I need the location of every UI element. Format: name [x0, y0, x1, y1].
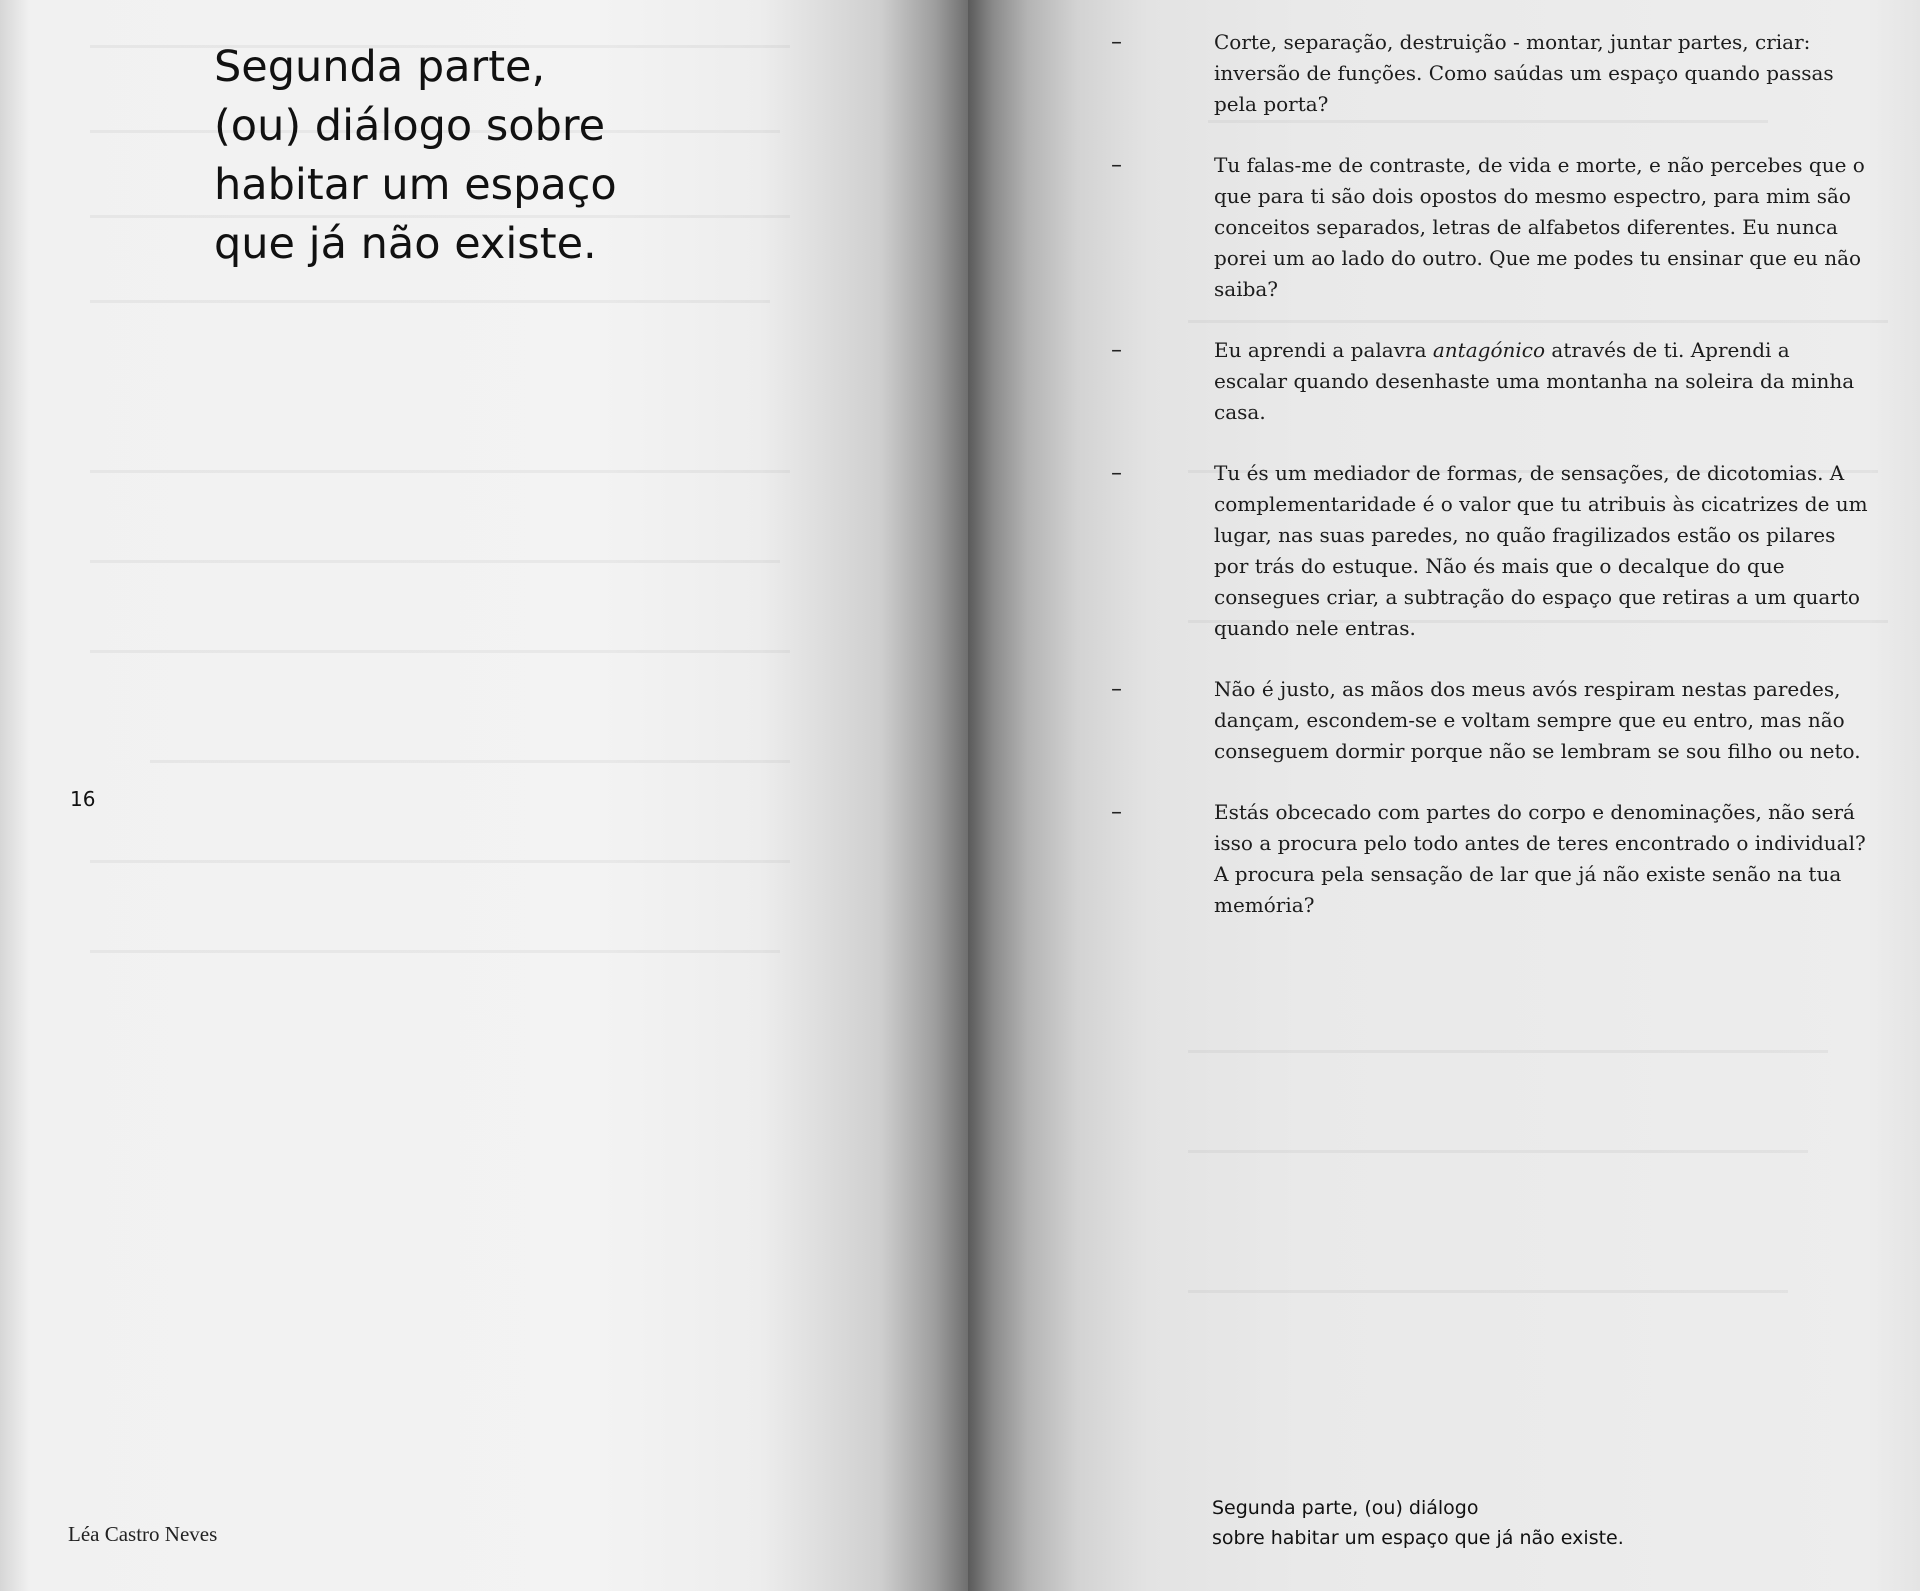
running-footer-line: sobre habitar um espaço que já não existe. [1212, 1527, 1624, 1549]
page-number: 16 [70, 787, 96, 811]
emphasized-word: antagónico [1432, 338, 1546, 362]
chapter-title-line: que já não existe. [214, 219, 597, 269]
dialogue-dash: – [1111, 461, 1122, 486]
dialogue-entry [1111, 27, 1868, 120]
dialogue-entry [1111, 797, 1868, 921]
dialogue-text: Não é justo, as mãos dos meus avós respiram nestas paredes, dançam, escondem-se e voltam sempre que eu entro, mas não conseguem dormir porque não se lembram se sou filho ou neto. [1214, 677, 1861, 763]
dialogue-text: Corte, separação, destruição - montar, juntar partes, criar: inversão de funções. Como saúdas um espaço quando passas pela porta? [1214, 30, 1834, 116]
dialogue-dash: – [1111, 338, 1122, 363]
dialogue-dash: – [1111, 30, 1122, 55]
chapter-title-line: habitar um espaço [214, 160, 617, 210]
dialogue-entry [1111, 674, 1868, 767]
dialogue-dash: – [1111, 800, 1122, 825]
author-name: Léa Castro Neves [68, 1522, 218, 1546]
dialogue-entry [1111, 150, 1868, 305]
dialogue-entry [1111, 458, 1868, 644]
dialogue-entry [1111, 335, 1868, 428]
dialogue-dash: – [1111, 153, 1122, 178]
dialogue [1111, 27, 1868, 951]
dialogue-text: Tu falas-me de contraste, de vida e morte, e não percebes que o que para ti são dois opostos do mesmo espectro, para mim são conceitos separados, letras de alfabetos diferentes. Eu nunca porei um ao lado do outro. Que me podes tu ensinar que eu não saiba? [1214, 153, 1865, 301]
chapter-title-line: Segunda parte, [214, 42, 546, 92]
dialogue-text: Estás obcecado com partes do corpo e denominações, não será isso a procura pelo todo antes de teres encontrado o individual? A procura pela sensação de lar que já não existe senão na tua memória? [1214, 800, 1866, 917]
running-footer [1212, 1493, 1624, 1553]
running-footer-line: Segunda parte, (ou) diálogo [1212, 1497, 1479, 1519]
dialogue-dash: – [1111, 677, 1122, 702]
dialogue-text: Eu aprendi a palavra antagónico através de ti. Aprendi a escalar quando desenhaste uma montanha na soleira da minha casa. [1214, 338, 1855, 424]
dialogue-text: Tu és um mediador de formas, de sensações, de dicotomias. A complementaridade é o valor que tu atribuis às cicatrizes de um lugar, nas suas paredes, no quão fragilizados estão os pilares por trás do estuque. Não és mais que o decalque do que consegues criar, a subtração do espaço que retiras a um quarto quando nele entras. [1214, 461, 1868, 640]
chapter-title [214, 38, 734, 274]
chapter-title-line: (ou) diálogo sobre [214, 101, 606, 151]
